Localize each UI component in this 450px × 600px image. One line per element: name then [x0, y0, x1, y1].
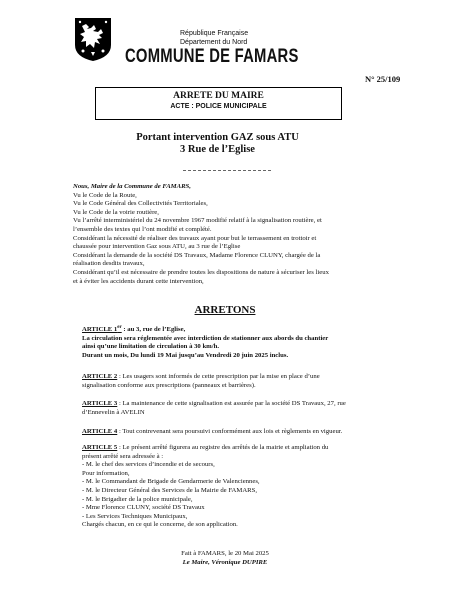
arrete-number: N° 25/109 — [365, 74, 401, 84]
place-date: Fait à FAMARS, le 20 Mai 2025 — [181, 550, 269, 557]
article-label: ARTICLE 5 — [82, 444, 118, 451]
subject-line-2: 3 Rue de l’Eglise — [180, 144, 255, 155]
article-5 — [82, 444, 422, 530]
article-line: - M. le Commandant de Brigade de Gendarmerie de Valenciennes, — [82, 478, 260, 486]
preamble-line: chaussée pour intervention Gaz sous ATU, au 3 rue de l’Eglise — [73, 243, 241, 251]
preamble-line: l’ensemble des textes qui l’ont modifié et complété. — [73, 225, 212, 233]
article-line: - Mme Florence CLUNY, société DS Travaux — [82, 504, 205, 512]
divider — [183, 170, 271, 171]
article-4 — [82, 428, 422, 437]
preamble-line: et à éviter les accidents durant cette intervention, — [73, 277, 204, 285]
preamble-line: Vu le Code Général des Collectivités Territoriales, — [73, 200, 208, 208]
article-line: - M. le chef des services d’incendie et de secours, — [82, 461, 215, 469]
article-1 — [82, 324, 422, 361]
article-line: signalisation conforme aux prescriptions (panneaux et barrières). — [82, 381, 256, 389]
article-3 — [82, 400, 422, 417]
subject — [105, 132, 330, 156]
title-box — [95, 87, 342, 120]
preamble-line: Considérant la demande de la société DS Travaux, Madame Florence CLUNY, chargée de la — [73, 251, 321, 259]
arrete-title: ARRETE DU MAIRE — [173, 91, 264, 101]
arretons-heading: ARRETONS — [194, 304, 256, 316]
article-label: ARTICLE 3 — [82, 400, 118, 407]
article-lead: : Le présent arrêté figurera au registre des arrêtés de la mairie et ampliation du — [117, 444, 329, 451]
commune-crest-logo — [74, 17, 112, 62]
article-line: La circulation sera réglementée avec interdiction de stationner aux abords du chantier — [82, 334, 329, 342]
republique-text: République Française — [180, 30, 249, 37]
article-line: - Les Services Techniques Municipaux, — [82, 512, 188, 520]
article-line: Pour information, — [82, 469, 130, 477]
article-label: ARTICLE 1er — [82, 325, 122, 334]
commune-title: COMMUNE DE FAMARS — [125, 46, 299, 67]
preamble-line: réalisation desdits travaux, — [73, 260, 145, 268]
article-line: Chargés chacun, en ce qui le concerne, de son application. — [82, 521, 238, 529]
article-line: Durant un mois, Du lundi 19 Mai jusqu’au Vendredi 20 juin 2025 inclus. — [82, 352, 289, 360]
preamble — [73, 183, 403, 286]
signer-name: Le Maire, Véronique DUPIRE — [182, 559, 268, 566]
departement-text: Département du Nord — [180, 38, 248, 46]
article-lead: : Tout contrevenant sera poursuivi conformément aux lois et règlements en vigueur. — [117, 428, 343, 435]
article-label: ARTICLE 4 — [82, 428, 118, 435]
article-lead: : au 3, rue de l’Eglise, — [121, 326, 186, 334]
preamble-line: Considérant qu’il est nécessaire de prendre toutes les dispositions de nature à sécuriser les lieux — [73, 268, 329, 276]
preamble-line: Vu le Code de la voirie routière, — [73, 208, 159, 216]
acte-type: ACTE : POLICE MUNICIPALE — [170, 103, 267, 110]
article-label: ARTICLE 2 — [82, 373, 118, 380]
republic-header — [180, 30, 248, 47]
signature-block — [0, 549, 450, 567]
article-line: d’Ennevelin à AVELIN — [82, 408, 145, 416]
subject-line-1: Portant intervention GAZ sous ATU — [136, 132, 299, 143]
preamble-line: Vu l’arrêté interministériel du 24 novembre 1967 modifié relatif à la signalisation routière, et — [73, 217, 322, 225]
article-line: ainsi qu’une limitation de circulation à 30 km/h. — [82, 343, 219, 351]
article-lead: : Les usagers sont informés de cette prescription par la mise en place d’une — [117, 373, 320, 380]
preamble-line: Considérant la nécessité de réaliser des travaux ayant pour but le terrassement en trottoir et — [73, 234, 317, 242]
nous-line: Nous, Maire de la Commune de FAMARS, — [73, 183, 191, 190]
article-line: - M. le Brigadier de la police municipale, — [82, 495, 193, 503]
preamble-line: Vu le Code de la Route, — [73, 191, 137, 199]
article-2 — [82, 373, 422, 390]
article-line: présent arrêté sera adressée à : — [82, 452, 164, 460]
article-lead: : La maintenance de cette signalisation est assurée par la société DS Travaux, 27, rue — [117, 400, 346, 407]
article-line: - M. le Directeur Général des Services de la Mairie de FAMARS, — [82, 486, 257, 494]
